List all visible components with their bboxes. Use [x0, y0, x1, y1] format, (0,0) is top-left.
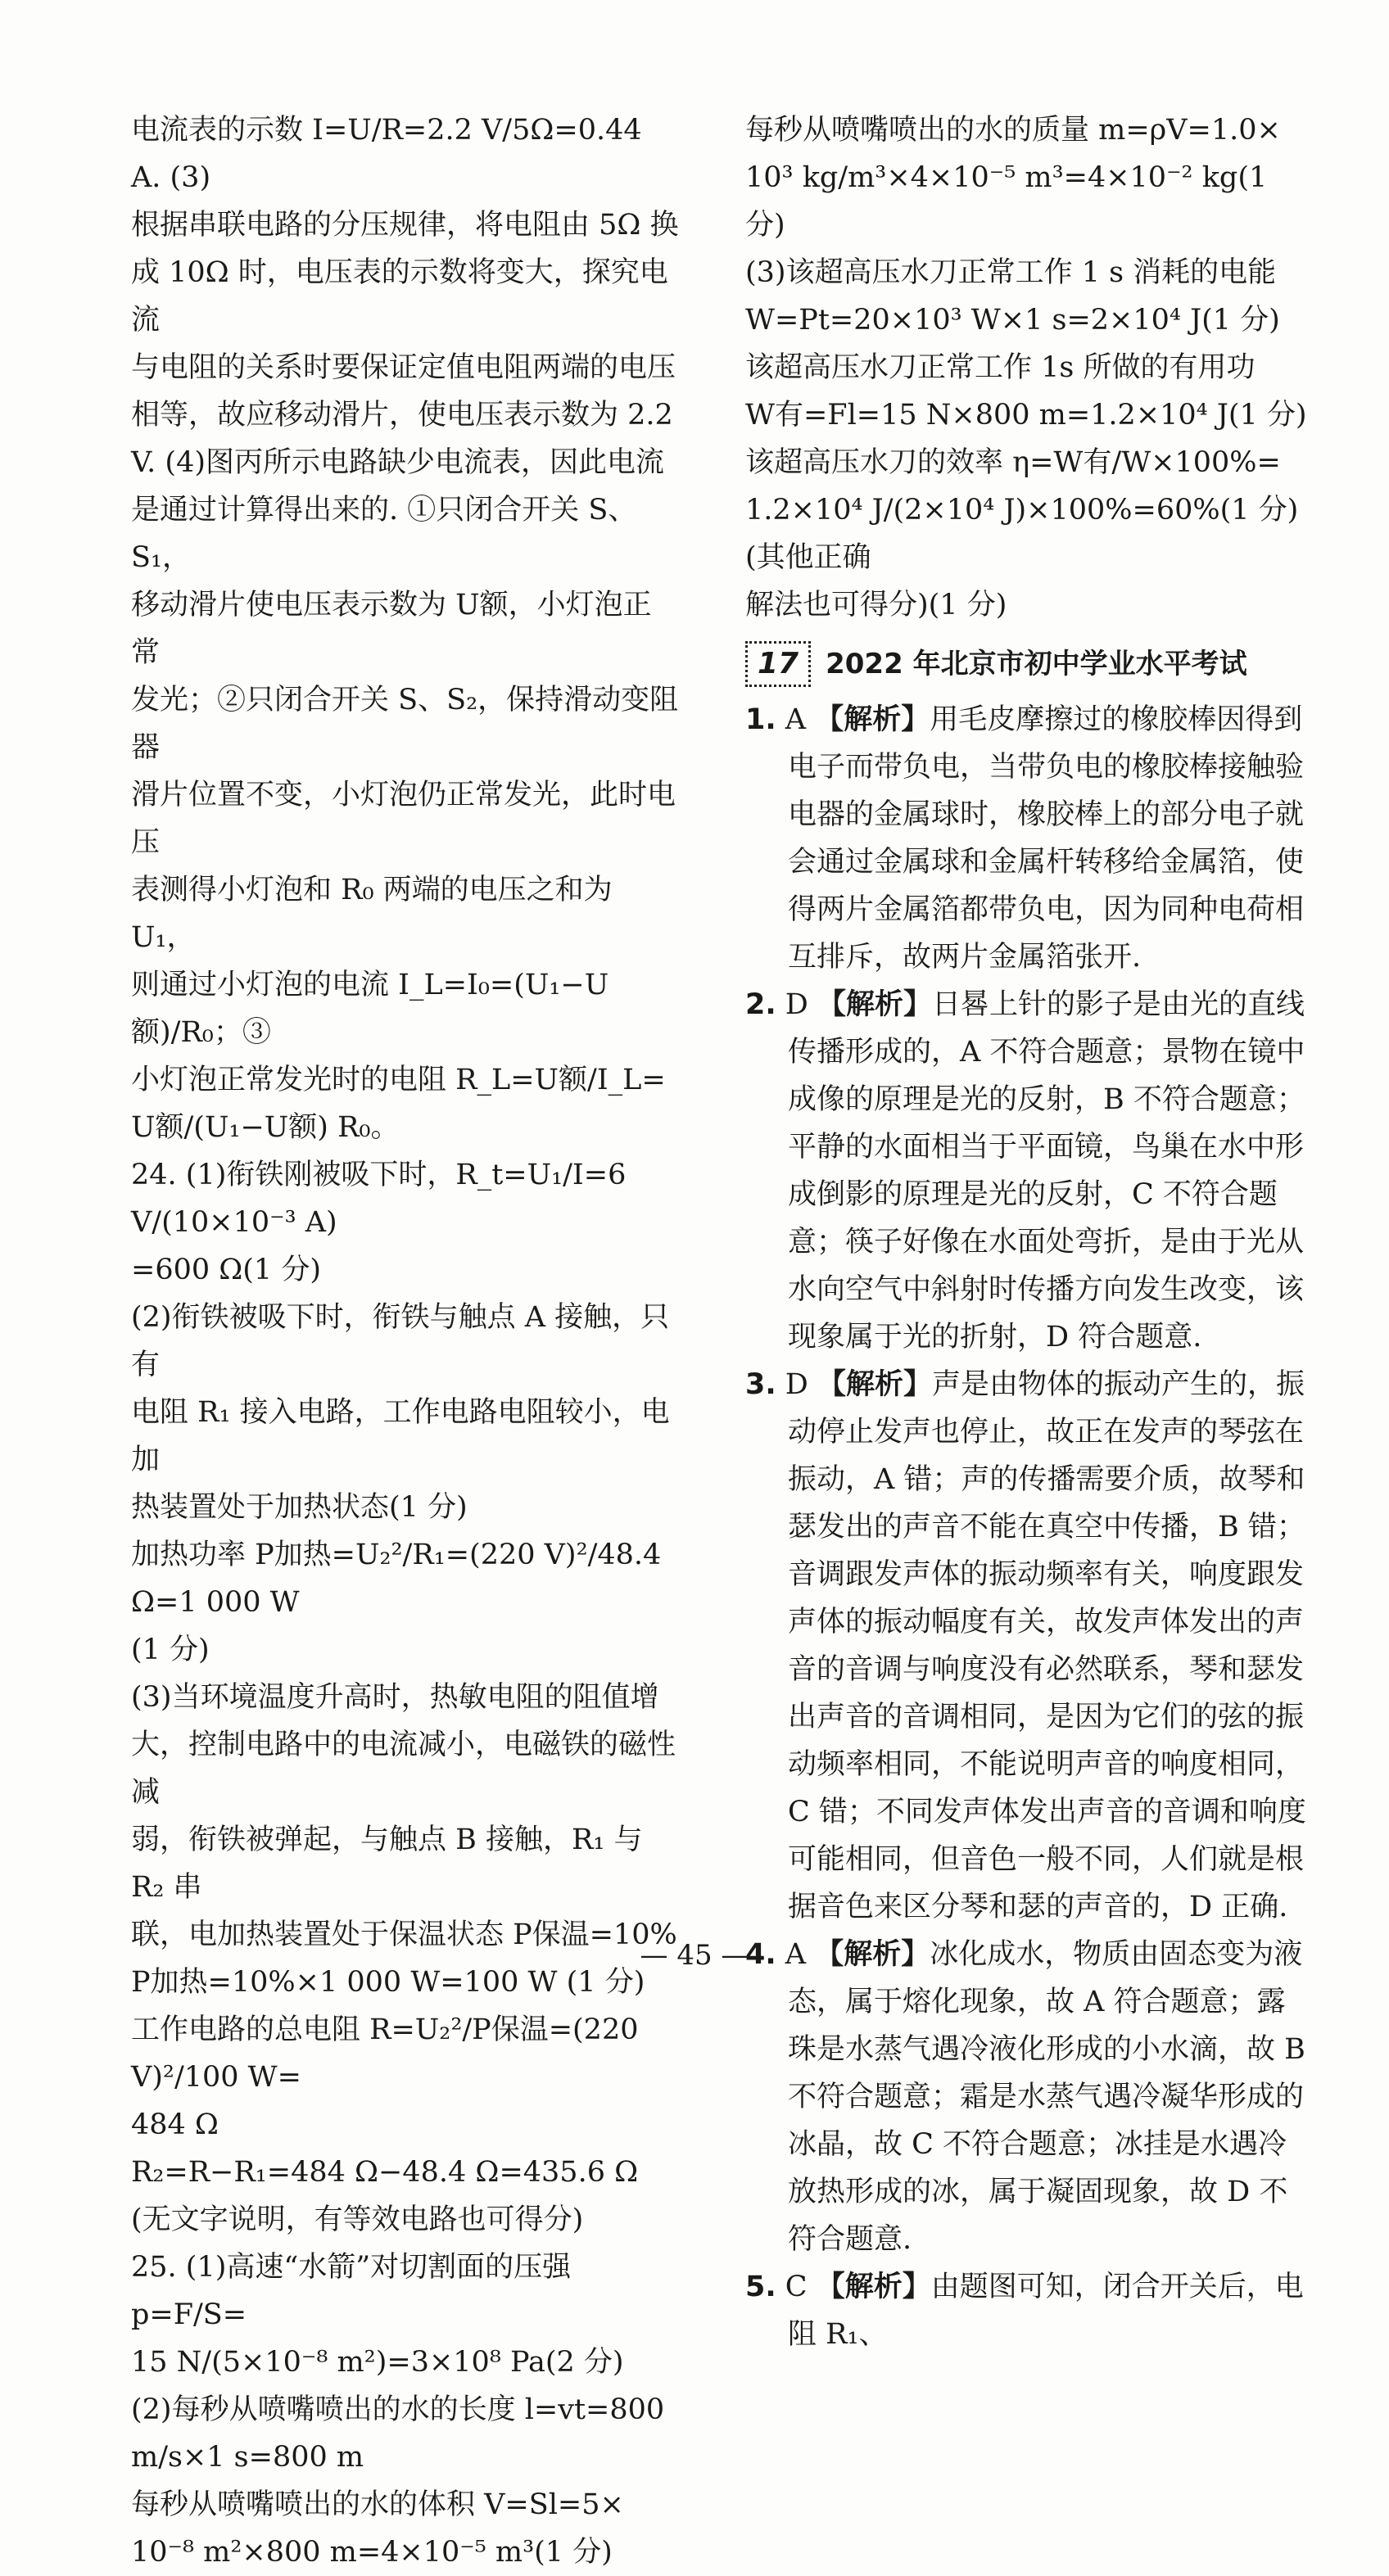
text-line: 484 Ω: [131, 2108, 219, 2141]
text-line: 1.2×10⁴ J/(2×10⁴ J)×100%=60%(1 分)(其他正确: [745, 494, 1299, 574]
text-line: 24. (1)衔铁刚被吸下时，R_t=U₁/I=6 V/(10×10⁻³ A): [131, 1159, 627, 1239]
section-title: 2022 年北京市初中学业水平考试: [826, 648, 1247, 680]
text-line: 15 N/(5×10⁻⁸ m²)=3×10⁸ Pa(2 分): [131, 2346, 624, 2379]
text-line: 相等，故应移动滑片，使电压表示数为 2.2: [131, 399, 673, 432]
text-line: 成 10Ω 时，电压表的示数将变大，探究电流: [131, 256, 668, 337]
analysis-tag: 【解析】: [815, 1938, 930, 1971]
analysis-tag: 【解析】: [817, 988, 933, 1021]
text-line: 解法也可得分)(1 分): [745, 589, 1007, 621]
answer-item: [745, 1361, 1310, 1931]
answer-number: 4.: [745, 1938, 776, 1971]
text-line: 小灯泡正常发光时的电阻 R_L=U额/I_L=: [131, 1064, 666, 1096]
answer-text: 声是由物体的振动产生的，振动停止发声也停止，故正在发声的琴弦在振动，A 错；声的传播需要介质，故琴和瑟发出的声音不能在真空中传播，B 错；音调跟发声体的振动频率有关，响度跟发声体的振动幅度有关，故发声体发出的声音的音调与响度没有必然联系，琴和瑟发出声音的音调相同，是因为它们的弦的振动频率相同，不能说明声音的响度相同，C 错；不同发声体发出声音的音调和响度可能相同，但音色一般不同，人们就是根据音色来区分琴和瑟的声音的，D 正确.: [788, 1368, 1306, 1923]
text-line: m/s×1 s=800 m: [131, 2441, 364, 2474]
text-line: R₂=R−R₁=484 Ω−48.4 Ω=435.6 Ω: [131, 2156, 639, 2189]
answer-choice: A: [785, 1938, 807, 1971]
text-line: 工作电路的总电阻 R=U₂²/P保温=(220 V)²/100 W=: [131, 2013, 639, 2094]
answer-list: [745, 696, 1310, 2358]
answer-text: 日晷上针的影子是由光的直线传播形成的，A 不符合题意；景物在镜中成像的原理是光的反射，B 不符合题意；平静的水面相当于平面镜，鸟巢在水中形成倒影的原理是光的反射，C 不符合题意；筷子好像在水面处弯折，是由于光从水向空气中斜射时传播方向发生改变，该现象属于光的折射，D 符合题意.: [788, 988, 1305, 1354]
page-number: — 45 —: [640, 1939, 749, 1972]
text-line: (2)衔铁被吸下时，衔铁与触点 A 接触，只有: [131, 1301, 670, 1381]
text-line: 加热功率 P加热=U₂²/R₁=(220 V)²/48.4 Ω=1 000 W: [131, 1539, 662, 1619]
text-line: (3)当环境温度升高时，热敏电阻的阻值增: [131, 1681, 659, 1714]
text-line: 热装置处于加热状态(1 分): [131, 1491, 468, 1524]
answer-item: [745, 2263, 1310, 2358]
section-heading: [745, 640, 1310, 688]
answer-number: 1.: [745, 703, 776, 736]
text-line: 表测得小灯泡和 R₀ 两端的电压之和为 U₁，: [131, 874, 613, 954]
analysis-tag: 【解析】: [816, 2271, 931, 2303]
answer-number: 2.: [745, 988, 776, 1021]
answer-choice: D: [785, 988, 808, 1021]
text-line: 每秒从喷嘴喷出的水的体积 V=Sl=5×: [131, 2488, 624, 2521]
text-line: W=Pt=20×10³ W×1 s=2×10⁴ J(1 分): [745, 304, 1280, 337]
answer-number: 5.: [745, 2271, 776, 2303]
analysis-tag: 【解析】: [815, 703, 930, 736]
text-line: 大，控制电路中的电流减小，电磁铁的磁性减: [131, 1729, 676, 1809]
text-line: U额/(U₁−U额) R₀。: [131, 1111, 400, 1144]
text-line: 与电阻的关系时要保证定值电阻两端的电压: [131, 351, 676, 384]
text-line: (3)该超高压水刀正常工作 1 s 消耗的电能: [745, 256, 1277, 289]
left-column: [131, 106, 680, 2576]
text-line: V. (4)图丙所示电路缺少电流表，因此电流: [131, 446, 664, 479]
text-line: 发光；②只闭合开关 S、S₂，保持滑动变阻器: [131, 684, 679, 764]
answer-number: 3.: [745, 1368, 776, 1401]
answer-text: 由题图可知，闭合开关后，电阻 R₁、: [788, 2271, 1304, 2351]
right-continuation: [745, 106, 1310, 629]
answer-item: [745, 981, 1310, 1361]
text-line: 电流表的示数 I=U/R=2.2 V/5Ω=0.44 A. (3): [131, 114, 642, 194]
text-line: 弱，衔铁被弹起，与触点 B 接触，R₁ 与 R₂ 串: [131, 1824, 643, 1904]
text-line: 电阻 R₁ 接入电路，工作电路电阻较小，电加: [131, 1396, 670, 1476]
text-line: 每秒从喷嘴喷出的水的质量 m=ρV=1.0×: [745, 114, 1281, 147]
text-line: 25. (1)高速“水箭”对切割面的压强 p=F/S=: [131, 2251, 572, 2331]
text-line: 滑片位置不变，小灯泡仍正常发光，此时电压: [131, 779, 676, 859]
answer-choice: C: [785, 2271, 808, 2303]
text-line: W有=Fl=15 N×800 m=1.2×10⁴ J(1 分): [745, 399, 1307, 432]
answer-choice: D: [785, 1368, 808, 1401]
answer-item: [745, 1931, 1310, 2263]
text-line: 该超高压水刀正常工作 1s 所做的有用功: [745, 351, 1256, 384]
text-line: 则通过小灯泡的电流 I_L=I₀=(U₁−U额)/R₀；③: [131, 969, 609, 1049]
text-line: 10³ kg/m³×4×10⁻⁵ m³=4×10⁻² kg(1 分): [745, 161, 1268, 242]
text-line: (1 分): [131, 1634, 210, 1666]
text-line: (2)每秒从喷嘴喷出的水的长度 l=vt=800: [131, 2393, 665, 2426]
analysis-tag: 【解析】: [817, 1368, 933, 1401]
text-line: =600 Ω(1 分): [131, 1254, 321, 1286]
text-line: 是通过计算得出来的. ①只闭合开关 S、S₁，: [131, 494, 637, 574]
right-column: [745, 106, 1310, 2358]
answer-choice: A: [785, 703, 807, 736]
section-number-badge: 17: [745, 641, 811, 687]
text-line: 10⁻⁸ m²×800 m=4×10⁻⁵ m³(1 分): [131, 2536, 613, 2569]
answer-item: [745, 696, 1310, 981]
text-line: 联，电加热装置处于保温状态 P保温=10%: [131, 1918, 677, 1951]
text-line: 该超高压水刀的效率 η=W有/W×100%=: [745, 446, 1281, 479]
text-line: 移动滑片使电压表示数为 U额，小灯泡正常: [131, 589, 652, 669]
text-line: (无文字说明，有等效电路也可得分): [131, 2203, 584, 2236]
answer-text: 冰化成水，物质由固态变为液态，属于熔化现象，故 A 符合题意；露珠是水蒸气遇冷液化形成的小水滴，故 B 不符合题意；霜是水蒸气遇冷凝华形成的冰晶，故 C 不符合题意；冰挂是水遇冷放热形成的冰，属于凝固现象，故 D 不符合题意.: [788, 1938, 1305, 2256]
text-line: P加热=10%×1 000 W=100 W (1 分): [131, 1966, 645, 1999]
text-line: 根据串联电路的分压规律，将电阻由 5Ω 换: [131, 209, 679, 242]
answer-text: 用毛皮摩擦过的橡胶棒因得到电子而带负电，当带负电的橡胶棒接触验电器的金属球时，橡胶棒上的部分电子就会通过金属球和金属杆转移给金属箔，使得两片金属箔都带负电，因为同种电荷相互排斥，故两片金属箔张开.: [788, 703, 1305, 974]
